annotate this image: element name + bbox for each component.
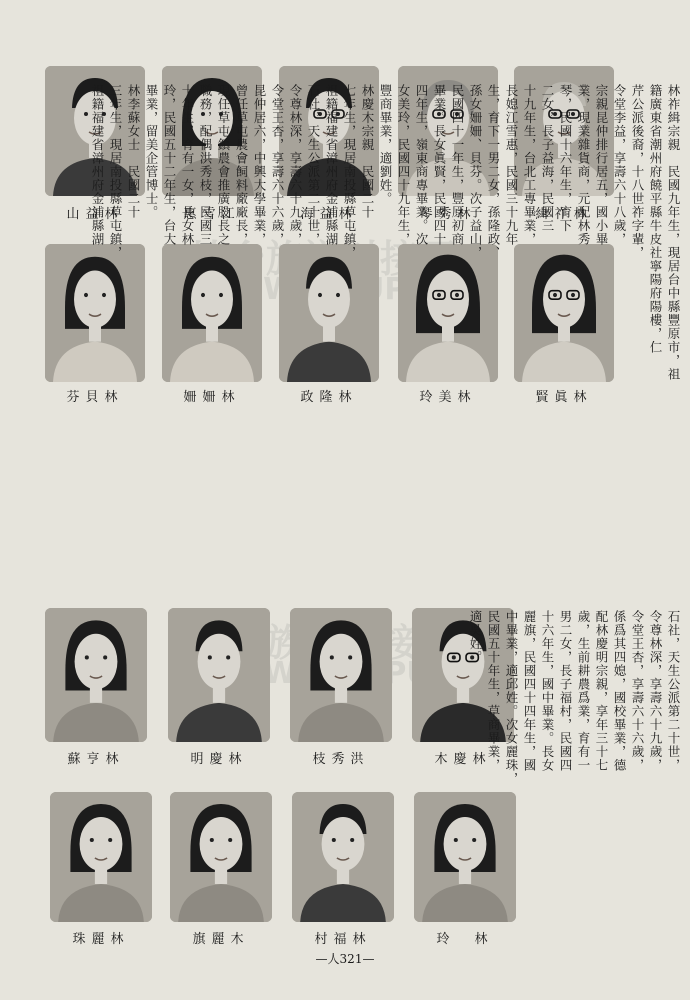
text-column: 四年生，嶺東商專畢業。次 xyxy=(414,84,429,246)
portrait-caption: 琴秀林 xyxy=(419,207,477,222)
portrait-caption: 蘇亨林 xyxy=(67,752,125,767)
text-column: 生，育下一男二女，孫隆政、 xyxy=(486,84,501,260)
text-column: 男二女，長子福村，民國四 xyxy=(558,610,573,772)
text-column: 民國四十一年生，豐原初商 xyxy=(450,84,465,246)
text-column: 配林慶明宗親，享年三十七 xyxy=(594,610,609,772)
text-column: 令尊林深，享壽六十九歲， xyxy=(288,84,303,246)
text-column: 女美玲，民國四十九年生， xyxy=(396,84,411,246)
portrait-photo xyxy=(290,608,392,742)
text-column: 林李蘇女士 民國二十 xyxy=(126,84,141,219)
portrait-caption: 木慶林 xyxy=(434,752,492,767)
text-column: 畢業。長女眞賢，民國四十 xyxy=(432,84,447,246)
text-column: 宗親昆仲排行居五，國小畢 xyxy=(594,84,609,246)
text-column: 祖籍福建省漳州府金浦縣湖 xyxy=(324,84,339,246)
text-column: 籍廣東省潮州府饒平縣牛皮社寧陽府陽樓，仁 xyxy=(648,84,663,354)
portrait-caption: 海益林 xyxy=(300,207,358,222)
text-column: 職務，配偶洪秀枝，民國三 xyxy=(198,84,213,246)
text-column: 畢業，留美企管博士。 xyxy=(144,84,159,219)
text-column: 石社，天生公派第二十世， xyxy=(666,610,681,772)
text-column: 昆仲居六，中興大學畢業， xyxy=(252,84,267,246)
text-column: 十九年生，台北工專畢業， xyxy=(522,84,537,246)
text-column: 孫女姍姍、貝芬。次子益山， xyxy=(468,84,483,260)
portrait-caption: 芬貝林 xyxy=(66,390,124,405)
portrait-caption: 姍姍林 xyxy=(183,390,241,405)
portrait-caption: 賢眞林 xyxy=(535,390,593,405)
page-number: —人321— xyxy=(315,952,375,966)
portrait-caption: 玲 林 xyxy=(436,932,494,947)
portrait-caption: 明慶林 xyxy=(190,752,248,767)
portrait-photo xyxy=(50,792,152,922)
text-column: 林祚緝宗親 民國九年生，現居台中縣豐原市，祖 xyxy=(666,84,681,381)
portrait-caption: 緝祚林 xyxy=(535,207,593,222)
text-column: 令尊林深，享壽六十九歲， xyxy=(648,610,663,772)
portrait-caption: 村福林 xyxy=(314,932,372,947)
text-column: 二女，長子益海，民國三 xyxy=(540,84,555,233)
portrait-caption: 旗麗木 xyxy=(192,932,250,947)
text-column: 中畢業，適邱姓。次女麗珠， xyxy=(504,610,519,786)
text-column: 麗旗，民國四十四年生，國 xyxy=(522,610,537,772)
text-column: 祖籍福建省漳州府金浦縣湖 xyxy=(90,84,105,246)
portrait-caption: 政隆林 xyxy=(300,390,358,405)
text-column: 係爲其四媳，國校畢業，德 xyxy=(612,610,627,772)
portrait-photo xyxy=(292,792,394,922)
text-column: 民國五十年生，草商畢業， xyxy=(486,610,501,772)
text-column: 令堂王杏，享壽六十六歲， xyxy=(630,610,645,772)
text-column: 十六年生，國中畢業。長女 xyxy=(540,610,555,772)
biography-text-upper xyxy=(88,84,682,604)
text-column: 十年生，育有一女，長女林 xyxy=(180,84,195,246)
portrait-caption: 山益林 xyxy=(66,207,124,222)
text-column: 長媳江雪惠，民國三十九年 xyxy=(504,84,519,246)
text-column: 琴，民國十六年生，育下 xyxy=(558,84,573,233)
biography-text-lower xyxy=(466,610,682,965)
text-column: 曾任草屯農會飼料廠廠長， xyxy=(234,84,249,246)
text-column: 令堂李益，享壽六十八歲， xyxy=(612,84,627,246)
text-column: 歲，生前耕農爲業，育有一 xyxy=(576,610,591,772)
portrait-caption: 珠麗林 xyxy=(72,932,130,947)
portrait-photo xyxy=(170,792,272,922)
portrait-caption: 惠雪江 xyxy=(183,207,241,222)
text-column: 芹公派後裔，十八世祚字輩， xyxy=(630,84,645,260)
text-column: 石社，天生公派第二十世， xyxy=(306,84,321,246)
text-column: 現任草屯鎮農會推廣股長之 xyxy=(216,84,231,246)
text-column: 三年生，現居南投縣草屯鎮， xyxy=(108,84,123,260)
text-column: 林慶木宗親 民國二十 xyxy=(360,84,375,219)
text-column: 業，現業雜貨商，元配林秀 xyxy=(576,84,591,246)
text-column: 令堂王杏，享壽六十六歲， xyxy=(270,84,285,246)
text-column: 豐商畢業，適劉姓。 xyxy=(378,84,393,206)
text-column: 玲，民國五十二年生，台大 xyxy=(162,84,177,246)
portrait-photo xyxy=(45,608,147,742)
portrait-photo xyxy=(168,608,270,742)
text-column: 適吳姓。 xyxy=(468,610,483,664)
portrait-caption: 玲美林 xyxy=(419,390,477,405)
text-column: 七年生，現居南投縣草屯鎮， xyxy=(342,84,357,260)
portrait-caption: 枝秀洪 xyxy=(312,752,370,767)
